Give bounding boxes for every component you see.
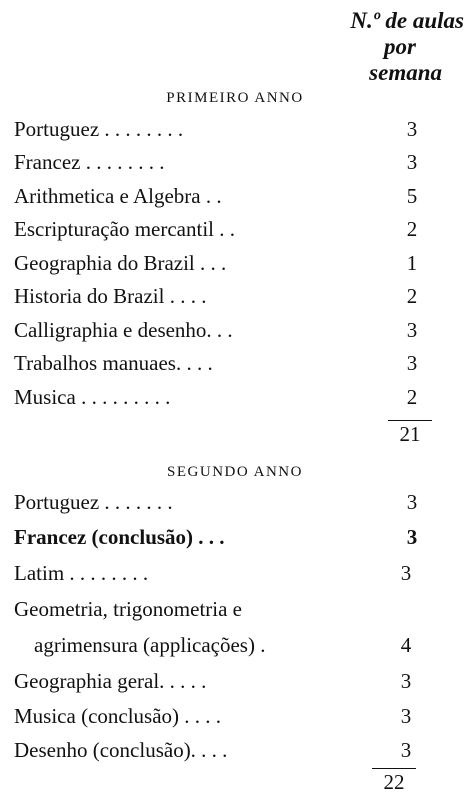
- lesson-count: 1: [406, 251, 418, 275]
- table-row: [34, 630, 418, 660]
- lesson-count: 3: [406, 490, 418, 514]
- table-row: [14, 281, 424, 311]
- section-total: 21: [388, 420, 432, 447]
- table-row: [14, 248, 424, 278]
- column-header-line-1: N.º de aulas: [350, 8, 464, 33]
- table-row: [14, 522, 424, 552]
- lesson-count: 3: [406, 117, 418, 141]
- lesson-count: 3: [406, 150, 418, 174]
- lesson-count: 3: [400, 561, 412, 585]
- lesson-count: 2: [406, 284, 418, 308]
- subject-label: Arithmetica e Algebra . .: [14, 184, 222, 208]
- subject-label: Francez (conclusão) . . .: [14, 525, 225, 549]
- table-row: [14, 214, 424, 244]
- subject-label: Portuguez . . . . . . .: [14, 490, 173, 514]
- table-row: [14, 594, 454, 624]
- table-row: [14, 735, 418, 765]
- lesson-count: 3: [400, 738, 412, 762]
- subject-label: Historia do Brazil . . . .: [14, 284, 207, 308]
- subject-label: Latim . . . . . . . .: [14, 561, 149, 585]
- table-row: [14, 348, 424, 378]
- table-row: [14, 382, 424, 412]
- subject-label: Geometria, trigonometria e: [14, 597, 242, 621]
- column-header: [300, 8, 464, 86]
- subject-label: Musica (conclusão) . . . .: [14, 704, 222, 728]
- subject-label: Escripturação mercantil . .: [14, 217, 235, 241]
- lesson-count: 3: [400, 704, 412, 728]
- subject-label: Calligraphia e desenho. . .: [14, 318, 233, 342]
- section-total: 22: [372, 768, 416, 795]
- subject-label: agrimensura (applicações) .: [34, 633, 266, 657]
- table-row: [14, 487, 424, 517]
- table-row: [14, 315, 424, 345]
- table-row: [14, 114, 424, 144]
- lesson-count: 3: [400, 669, 412, 693]
- lesson-count: 4: [400, 633, 412, 657]
- table-row: [14, 181, 424, 211]
- table-row: [14, 147, 424, 177]
- subject-label: Geographia do Brazil . . .: [14, 251, 227, 275]
- table-row: [14, 701, 418, 731]
- subject-label: Musica . . . . . . . . .: [14, 385, 171, 409]
- lesson-count: 3: [406, 525, 418, 549]
- section-title-segundo-anno: SEGUNDO ANNO: [167, 464, 303, 480]
- column-header-line-3: semana: [369, 60, 442, 85]
- lesson-count: 3: [406, 351, 418, 375]
- table-row: [14, 666, 418, 696]
- lesson-count: 3: [406, 318, 418, 342]
- lesson-count: 2: [406, 385, 418, 409]
- subject-label: Geographia geral. . . . .: [14, 669, 207, 693]
- subject-label: Portuguez . . . . . . . .: [14, 117, 184, 141]
- lesson-count: 5: [406, 184, 418, 208]
- subject-label: Desenho (conclusão). . . .: [14, 738, 228, 762]
- column-header-line-2: por: [384, 34, 416, 59]
- subject-label: Trabalhos manuaes. . . .: [14, 351, 213, 375]
- lesson-count: 2: [406, 217, 418, 241]
- table-row: [14, 558, 418, 588]
- section-title-primeiro-anno: PRIMEIRO ANNO: [166, 90, 304, 106]
- subject-label: Francez . . . . . . . .: [14, 150, 165, 174]
